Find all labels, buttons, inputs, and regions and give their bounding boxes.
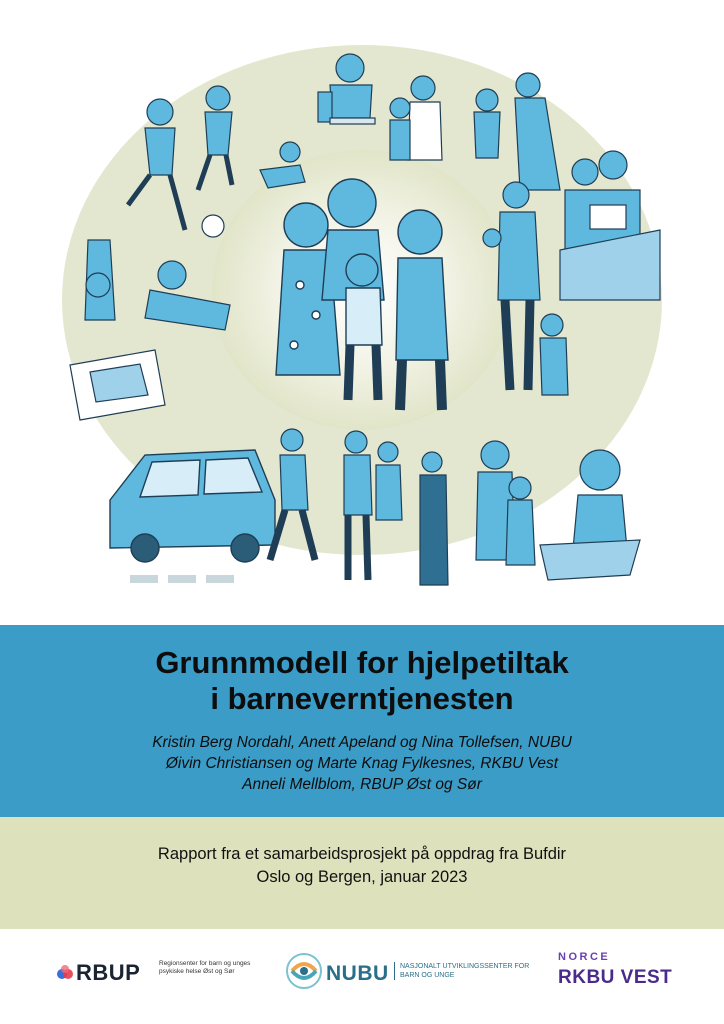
title-band bbox=[0, 625, 724, 817]
authors-list bbox=[0, 732, 724, 795]
rkbu-vest-logo: RKBU VEST bbox=[558, 967, 673, 988]
title-line-2: i barneverntjenesten bbox=[210, 681, 514, 716]
report-subtitle bbox=[0, 843, 724, 889]
rbup-description: Regionsenter for barn og unges psykiske helse Øst og Sør bbox=[159, 960, 251, 975]
car-scene bbox=[110, 450, 275, 583]
authors-line-1: Kristin Berg Nordahl, Anett Apeland og Nina Tollefsen, NUBU bbox=[152, 734, 572, 751]
report-title bbox=[0, 645, 724, 717]
nubu-circle-icon bbox=[286, 953, 322, 989]
norce-label: NORCE bbox=[558, 951, 611, 963]
rbup-name: RBUP bbox=[76, 960, 141, 985]
subtitle-line-2: Oslo og Bergen, januar 2023 bbox=[256, 868, 468, 886]
nubu-description: NASJONALT UTVIKLINGSSENTER FOR BARN OG UNGE bbox=[394, 962, 530, 980]
authors-line-3: Anneli Mellblom, RBUP Øst og Sør bbox=[242, 776, 482, 793]
nubu-name: NUBU bbox=[326, 962, 389, 985]
rbup-dots-icon bbox=[55, 962, 75, 982]
subtitle-line-1: Rapport fra et samarbeidsprosjekt på oppdrag fra Bufdir bbox=[157, 845, 567, 863]
subtitle-band bbox=[0, 817, 724, 929]
logo-row bbox=[0, 929, 724, 1024]
authors-line-2: Øivin Christiansen og Marte Knag Fylkesnes, RKBU Vest bbox=[165, 755, 559, 772]
title-line-1: Grunnmodell for hjelpetiltak bbox=[155, 645, 569, 680]
